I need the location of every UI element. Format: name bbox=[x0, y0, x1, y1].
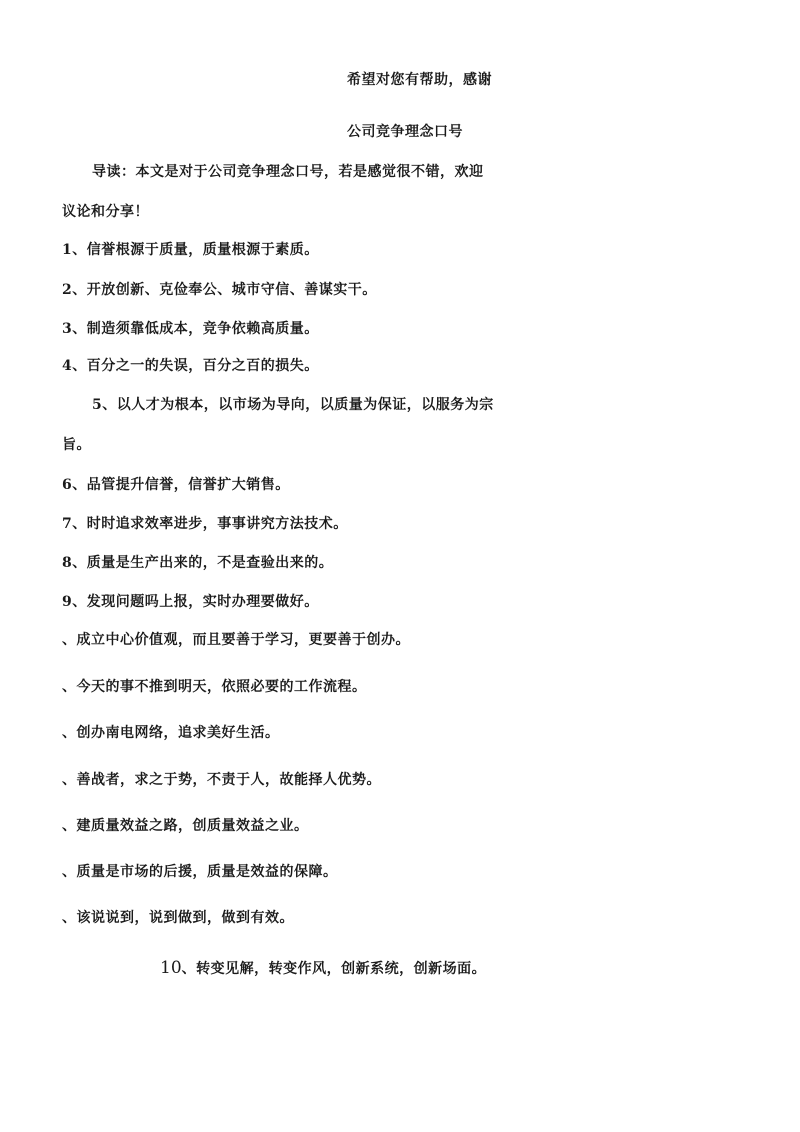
slogan-item-4: 4、百分之一的失误，百分之百的损失。 bbox=[62, 358, 319, 374]
slogan-item-5: 5、以人才为根本，以市场为导向，以质量为保证，以服务为宗 bbox=[92, 397, 494, 413]
slogan-item-6: 6、品管提升信誉，信誉扩大销售。 bbox=[62, 477, 290, 493]
slogan-item-5-continuation: 旨。 bbox=[62, 437, 91, 453]
final-item-number: 10 bbox=[160, 958, 182, 978]
slogan-item-3: 3、制造须靠低成本，竞争依赖高质量。 bbox=[62, 321, 319, 337]
slogan-item-1: 1、信誉根源于质量，质量根源于素质。 bbox=[62, 242, 319, 258]
slogan-item-10: 、成立中心价值观，而且要善于学习，更要善于创办。 bbox=[62, 632, 410, 648]
slogan-item-11: 、今天的事不推到明天，依照必要的工作流程。 bbox=[62, 679, 367, 695]
final-item-text: 、转变见解，转变作风，创新系统，创新场面。 bbox=[181, 961, 487, 977]
intro-line-1: 导读：本文是对于公司竞争理念口号，若是感觉很不错，欢迎 bbox=[92, 164, 484, 180]
header-note: 希望对您有帮助，感谢 bbox=[347, 72, 492, 88]
slogan-item-9: 9、发现问题吗上报，实时办理要做好。 bbox=[62, 594, 319, 610]
slogan-item-2: 2、开放创新、克俭奉公、城市守信、善谋实干。 bbox=[62, 282, 377, 298]
slogan-item-15: 、质量是市场的后援，质量是效益的保障。 bbox=[62, 864, 338, 880]
slogan-item-7: 7、时时追求效率进步，事事讲究方法技术。 bbox=[62, 516, 348, 532]
slogan-item-14: 、建质量效益之路，创质量效益之业。 bbox=[62, 818, 309, 834]
slogan-item-16: 、该说说到，说到做到，做到有效。 bbox=[62, 910, 294, 926]
document-title: 公司竞争理念口号 bbox=[347, 124, 463, 140]
slogan-item-12: 、创办南电网络，追求美好生活。 bbox=[62, 725, 280, 741]
slogan-item-13: 、善战者，求之于势，不责于人，故能择人优势。 bbox=[62, 772, 381, 788]
slogan-item-final bbox=[160, 959, 486, 978]
intro-line-2: 议论和分享！ bbox=[62, 204, 149, 220]
slogan-item-8: 8、质量是生产出来的，不是查验出来的。 bbox=[62, 555, 334, 571]
